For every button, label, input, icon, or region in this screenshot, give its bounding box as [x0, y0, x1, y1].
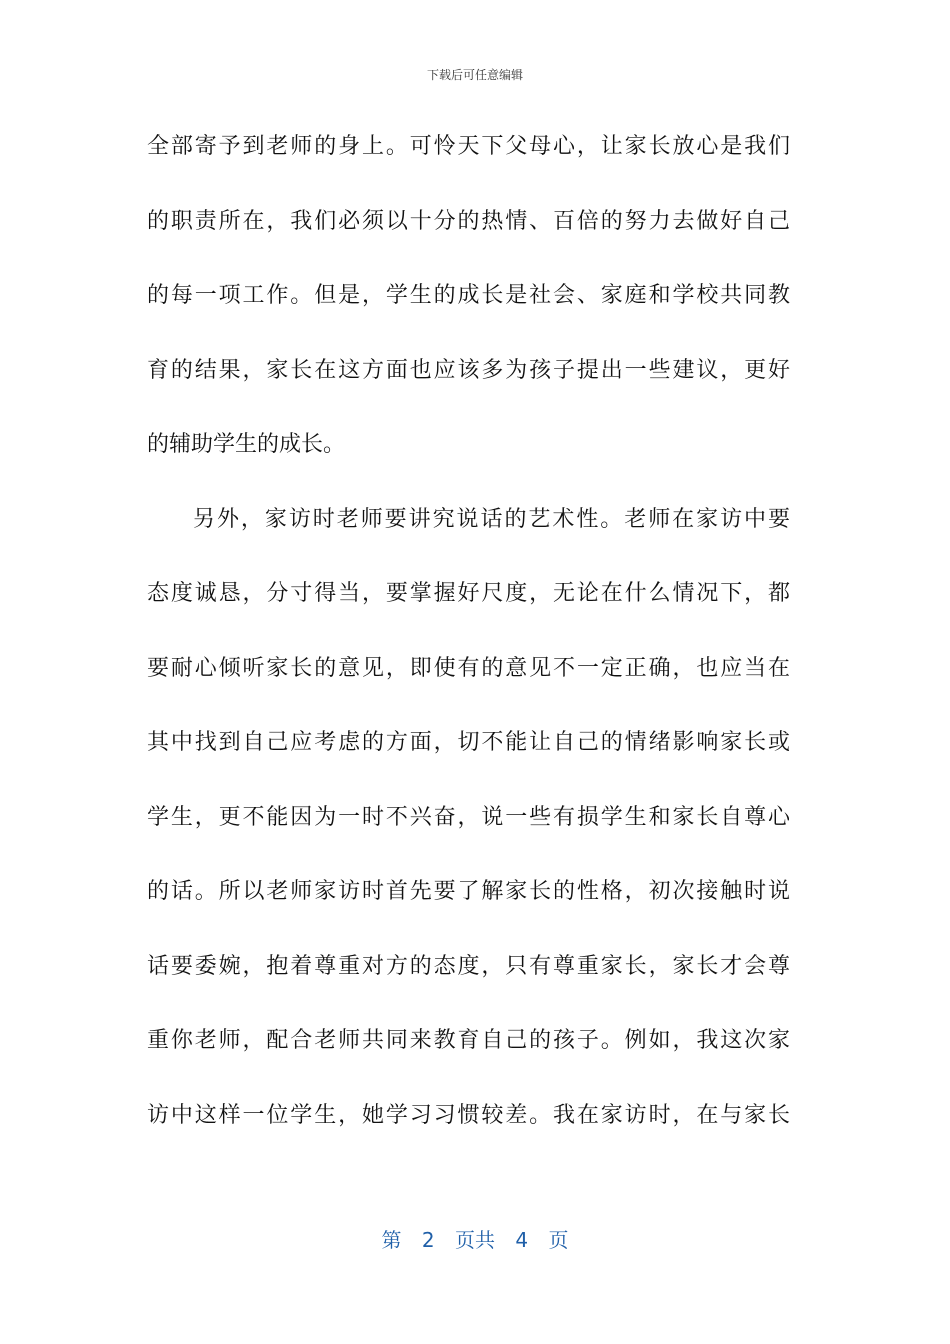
- text-line: 的每一项工作。但是，学生的成长是社会、家庭和学校共同教: [147, 283, 790, 308]
- text-line: 的话。所以老师家访时首先要了解家长的性格，初次接触时说: [147, 879, 790, 904]
- page-label-suffix: 页: [548, 1228, 569, 1252]
- text-line: 学生，更不能因为一时不兴奋，说一些有损学生和家长自尊心: [147, 804, 790, 830]
- text-line: 态度诚恳，分寸得当，要掌握好尺度，无论在什么情况下，都: [147, 581, 790, 606]
- header-note: 下载后可任意编辑: [426, 68, 523, 82]
- text-line: 其中找到自己应考虑的方面，切不能让自己的情绪影响家长或: [147, 730, 790, 755]
- text-line: 访中这样一位学生，她学习习惯较差。我在家访时，在与家长: [147, 1102, 790, 1128]
- page-label-prefix: 第: [381, 1228, 402, 1252]
- text-line: 的职责所在，我们必须以十分的热情、百倍的努力去做好自己: [147, 208, 790, 234]
- text-line: 话要委婉，抱着尊重对方的态度，只有尊重家长，家长才会尊: [147, 953, 790, 979]
- total-pages-number: 4: [515, 1228, 529, 1252]
- page-label-mid: 页共: [455, 1228, 495, 1252]
- text-line: 全部寄予到老师的身上。可怜天下父母心，让家长放心是我们: [147, 134, 790, 159]
- document-body: [147, 125, 790, 1168]
- text-line: 重你老师，配合老师共同来教育自己的孩子。例如，我这次家: [147, 1028, 790, 1053]
- current-page-number: 2: [421, 1228, 435, 1252]
- text-line: 育的结果，家长在这方面也应该多为孩子提出一些建议，更好: [147, 357, 790, 383]
- text-line: 的辅助学生的成长。: [147, 432, 346, 457]
- page-footer: [0, 1224, 950, 1253]
- text-line: 要耐心倾听家长的意见，即使有的意见不一定正确，也应当在: [147, 655, 790, 681]
- text-line: 另外，家访时老师要讲究说话的艺术性。老师在家访中要: [193, 506, 790, 532]
